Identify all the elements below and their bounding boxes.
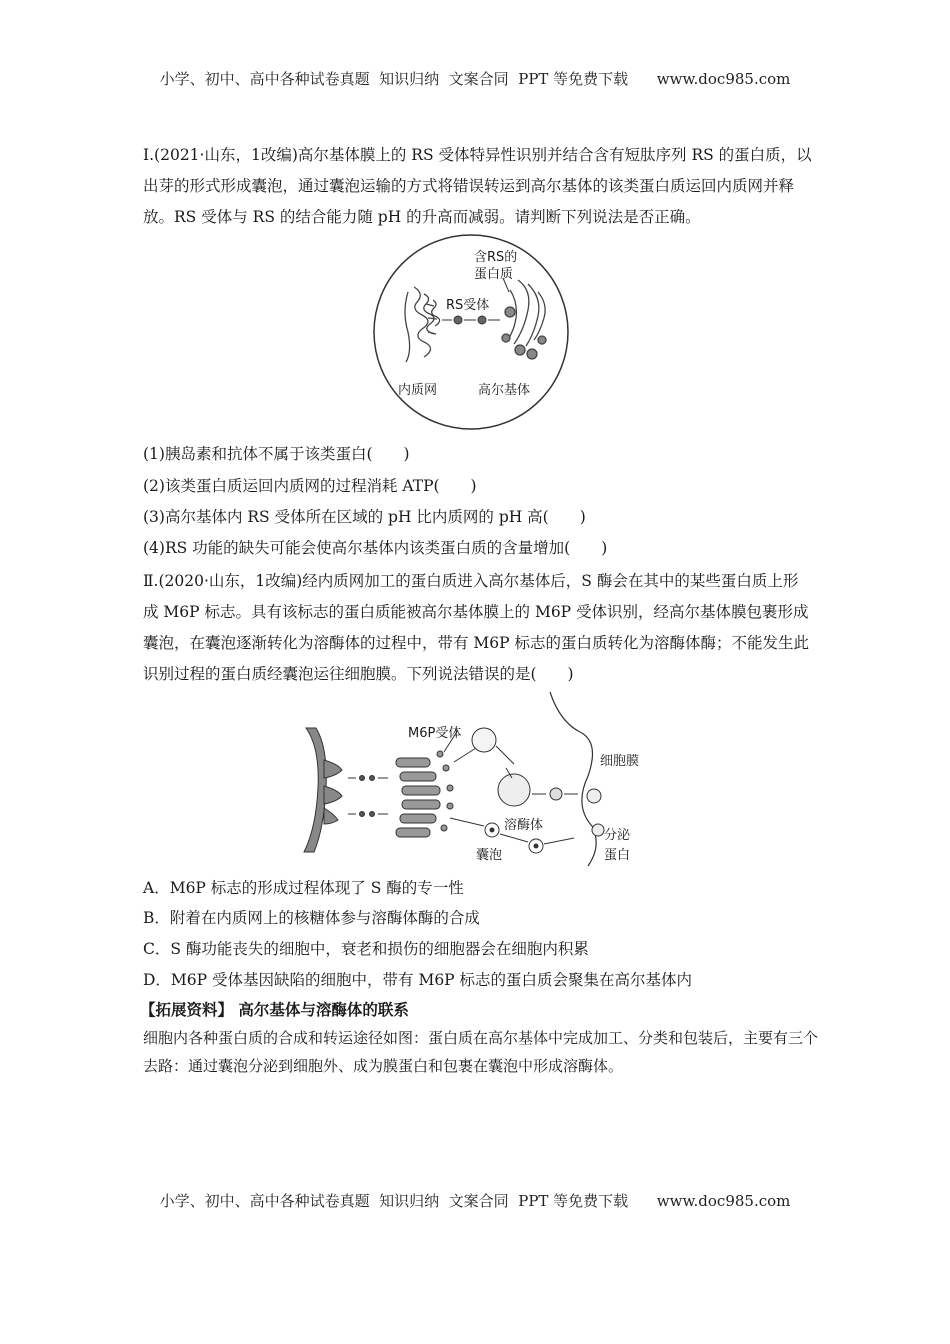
figure-rs-receptor-drawing (370, 232, 572, 432)
extension-title: 【拓展资料】 高尔基体与溶酶体的联系 (140, 1001, 409, 1019)
question-2-stem: Ⅱ.(2020·山东，1改编)经内质网加工的蛋白质进入高尔基体后，S 酶会在其中的某些蛋白质上形成 M6P 标志。具有该标志的蛋白质能被高尔基体膜上的 M6P 受体识别，经高尔基体膜包裹形成囊泡，在囊泡逐渐转化为溶酶体的过程中，带有 M6P 标志的蛋白质转化为溶酶体酶；不能发生此识别过程的蛋白质经囊泡运往细胞膜。下列说法错误的是( ) (143, 572, 810, 683)
er-icon (405, 287, 440, 362)
label-secreted-line2: 蛋白 (604, 848, 631, 863)
er-icon (304, 728, 342, 852)
page-footer: 小学、初中、高中各种试卷真题 知识归纳 文案合同 PPT 等免费下载 www.doc985.com (159, 1192, 791, 1210)
question-1-item-4: (4)RS 功能的缺失可能会使高尔基体内该类蛋白质的含量增加( ) (143, 539, 608, 557)
label-rs-receptor: RS受体 (446, 298, 490, 313)
label-rs-protein-line2: 蛋白质 (474, 267, 514, 282)
question-1-item-2: (2)该类蛋白质运回内质网的过程消耗 ATP( ) (143, 477, 477, 495)
er-golgi-arrows (348, 776, 388, 817)
extension-body: 细胞内各种蛋白质的合成和转运途径如图：蛋白质在高尔基体中完成加工、分类和包装后，主要有三个去路：通过囊泡分泌到细胞外、成为膜蛋白和包裹在囊泡中形成溶酶体。 (143, 1029, 819, 1075)
option-b: B．附着在内质网上的核糖体参与溶酶体酶的合成 (143, 909, 480, 927)
figure-rs-receptor (370, 232, 572, 432)
label-lysosome: 溶酶体 (504, 818, 544, 833)
label-cell-membrane: 细胞膜 (600, 754, 640, 769)
option-c: C．S 酶功能丧失的细胞中，衰老和损伤的细胞器会在细胞内积累 (143, 940, 589, 958)
option-d: D．M6P 受体基因缺陷的细胞中，带有 M6P 标志的蛋白质会聚集在高尔基体内 (143, 971, 693, 989)
page-header: 小学、初中、高中各种试卷真题 知识归纳 文案合同 PPT 等免费下载 www.doc985.com (159, 70, 791, 88)
label-rs-protein-line1: 含RS的 (474, 250, 518, 265)
question-1-item-1: (1)胰岛素和抗体不属于该类蛋白( ) (143, 445, 410, 463)
option-a: A．M6P 标志的形成过程体现了 S 酶的专一性 (143, 879, 464, 897)
question-1-stem: Ⅰ.(2021·山东，1改编)高尔基体膜上的 RS 受体特异性识别并结合含有短肽序列 RS 的蛋白质，以出芽的形式形成囊泡，通过囊泡运输的方式将错误转运到高尔基体的该类蛋白质运回内质网并释放。RS 受体与 RS 的结合能力随 pH 的升高而减弱。请判断下列说法是否正确。 (143, 146, 812, 226)
transport-vesicles (442, 316, 500, 324)
label-secreted-line1: 分泌 (604, 828, 631, 843)
question-1-item-3: (3)高尔基体内 RS 受体所在区域的 pH 比内质网的 pH 高( ) (143, 508, 586, 526)
golgi-icon (396, 751, 453, 837)
lysosome-path (454, 728, 578, 806)
label-m6p-receptor: M6P受体 (408, 726, 462, 741)
cell-membrane-icon (550, 692, 596, 866)
figure-m6p-pathway (300, 688, 660, 868)
label-golgi: 高尔基体 (478, 383, 531, 398)
label-er: 内质网 (398, 383, 438, 398)
label-vesicle: 囊泡 (476, 848, 503, 863)
